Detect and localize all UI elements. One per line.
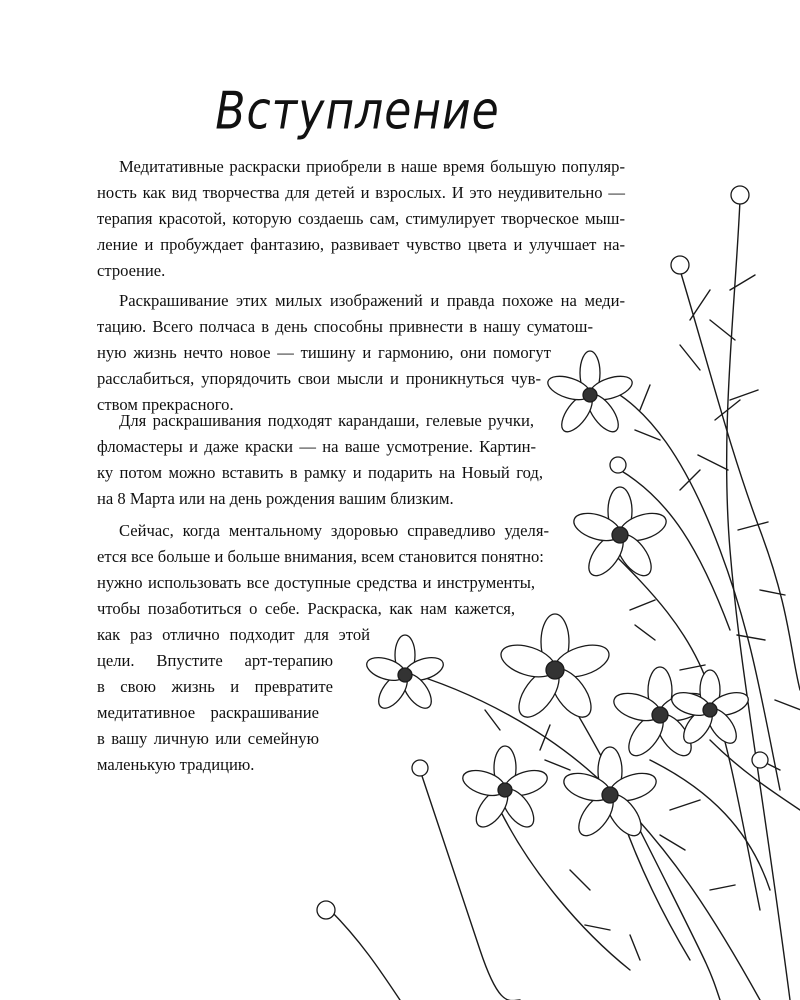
text-line: ется все больше и больше внимания, всем становится понятно: [97, 547, 544, 566]
text-line: строение. [97, 261, 166, 280]
text-line: в вашу личную или семейную [97, 729, 319, 748]
text-line: фломастеры и даже краски — на ваше усмотрение. Картин- [97, 437, 536, 456]
text-line: терапия красотой, которую создаешь сам, стимулирует творческое мыш- [97, 209, 625, 228]
text-line: расслабиться, упорядочить свои мысли и проникнуться чув- [97, 369, 541, 388]
text-line: ление и пробуждает фантазию, развивает чувство цвета и улучшает на- [97, 235, 625, 254]
page-title: Вступление [215, 81, 500, 142]
text-line: в свою жизнь и превратите [97, 677, 333, 696]
text-line: на 8 Марта или на день рождения вашим близким. [97, 489, 454, 508]
text-line: как раз отлично подходит для этой [97, 625, 370, 644]
text-line: Сейчас, когда ментальному здоровью справедливо уделя- [119, 521, 549, 540]
text-line: Для раскрашивания подходят карандаши, гелевые ручки, [119, 411, 534, 430]
text-line: Раскрашивание этих милых изображений и правда похоже на меди- [119, 291, 625, 310]
text-line: цели. Впустите арт-терапию [97, 651, 333, 670]
text-line: ством прекрасного. [97, 395, 234, 414]
text-line: ку потом можно вставить в рамку и подарить на Новый год, [97, 463, 543, 482]
text-line: ность как вид творчества для детей и взрослых. И это неудивительно — [97, 183, 625, 202]
text-line: ную жизнь нечто новое — тишину и гармонию, они помогут [97, 343, 551, 362]
text-line: тацию. Всего полчаса в день способны привнести в нашу суматош- [97, 317, 593, 336]
text-line: маленькую традицию. [97, 755, 255, 774]
text-line: медитативное раскрашивание [97, 703, 319, 722]
text-line: чтобы позаботиться о себе. Раскраска, как нам кажется, [97, 599, 515, 618]
text-line: Медитативные раскраски приобрели в наше время большую популяр- [119, 157, 625, 176]
floral-illustration [290, 170, 800, 1000]
text-line: нужно использовать все доступные средства и инструменты, [97, 573, 535, 592]
